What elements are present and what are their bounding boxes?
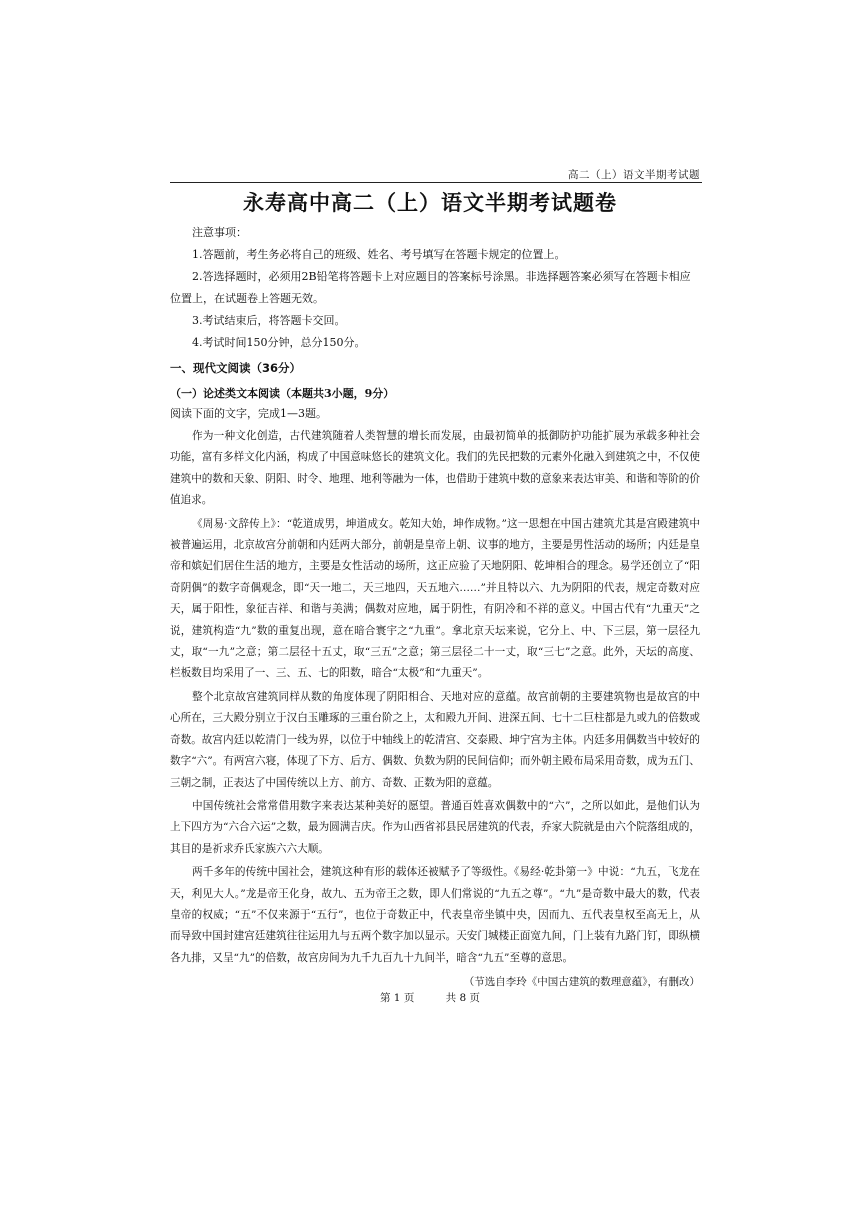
note-item: 2.答选择题时，必须用2B铅笔将答题卡上对应题目的答案标号涂黑。非选择题答案必须写在答题卡相应位置上，在试题卷上答题无效。 xyxy=(170,270,691,305)
source-citation: （节选自李玲《中国古建筑的数理意蕴》，有删改） xyxy=(463,976,700,988)
notes-block xyxy=(170,222,700,354)
subsection-title: （一）论述类文本阅读（本题共3小题，9分） xyxy=(170,387,395,400)
page-title: 永寿高中高二（上）语文半期考试题卷 xyxy=(243,191,617,215)
passage-paragraph: 中国传统社会常常借用数字来表达某种美好的愿望。普通百姓喜欢偶数中的“六”，之所以如此，是他们认为上下四方为“六合六运”之数，最为圆满吉庆。作为山西省祁县民居建筑的代表，乔家大院就是由六个院落组成的，其目的是祈求乔氏家族六六大顺。 xyxy=(170,799,700,855)
reading-passage xyxy=(170,426,700,971)
page-total: 共 8 页 xyxy=(445,992,481,1004)
passage-paragraph: 《周易·文辞传上》：“乾道成男，坤道成女。乾知大始，坤作成物。”这一思想在中国古建筑尤其是宫殿建筑中被普遍运用，北京故宫分前朝和内廷两大部分，前朝是皇帝上朝、议事的地方，主要是男性活动的场所；内廷是皇帝和嫔妃们居住生活的地方，主要是女性活动的场所，这正应验了天地阴阳、乾坤相合的理念。易学还创立了“阳奇阴偶”的数字奇偶观念，即“天一地二，天三地四，天五地六……”并且特以六、九为阴阳的代表，规定奇数对应天，属于阳性，象征吉祥、和谐与美满；偶数对应地，属于阴性，有阴冷和不祥的意义。中国古代有“九重天”之说，建筑构造“九”数的重复出现，意在暗合寰宇之“九重”。拿北京天坛来说，它分上、中、下三层，第一层径九丈，取“一九”之意；第二层径十五丈，取“三五”之意；第三层径二十一丈，取“三七”之意。此外，天坛的高度、栏板数目均采用了一、三、五、七的阳数，暗合“太极”和“九重天”。 xyxy=(170,517,700,680)
note-item: 3.考试结束后，将答题卡交回。 xyxy=(192,314,346,327)
passage-paragraph: 两千多年的传统中国社会，建筑这种有形的载体还被赋予了等级性。《易经·乾卦第一》中说：“九五，飞龙在天，利见大人。”龙是帝王化身，故九、五为帝王之数，即人们常说的“九五之尊”。“九”是奇数中最大的数，代表皇帝的权威；“五”不仅来源于“五行”，也位于奇数正中，代表皇帝坐镇中央，因而九、五代表皇权至高无上，从而导致中国封建宫廷建筑往往运用九与五两个数字加以显示。天安门城楼正面宽九间，门上装有九路门钉，即纵横各九排，又呈“九”的倍数，故宫房间为九千九百九十九间半，暗含“九五”至尊的意思。 xyxy=(170,866,700,964)
header-rule xyxy=(170,182,702,183)
page-number: 第 1 页 xyxy=(379,992,415,1004)
note-item: 1.答题前，考生务必将自己的班级、姓名、考号填写在答题卡规定的位置上。 xyxy=(192,248,566,261)
running-head: 高二（上）语文半期考试题 xyxy=(568,169,700,181)
note-item: 4.考试时间150分钟，总分150分。 xyxy=(192,336,366,349)
section-title: 一、现代文阅读（36分） xyxy=(170,361,302,375)
passage-paragraph: 作为一种文化创造，古代建筑随着人类智慧的增长而发展，由最初简单的抵御防护功能扩展为承载多种社会功能，富有多样文化内涵，构成了中国意味悠长的建筑文化。我们的先民把数的元素外化融入到建筑之中，不仅使建筑中的数和天象、阴阳、时令、地理、地利等融为一体，也借助于建筑中数的意象来表达审美、和谐和等阶的价值追求。 xyxy=(170,430,700,507)
passage-paragraph: 整个北京故宫建筑同样从数的角度体现了阴阳相合、天地对应的意蕴。故宫前朝的主要建筑物也是故宫的中心所在，三大殿分别立于汉白玉雕琢的三重台阶之上，太和殿九开间、进深五间、七十二巨柱都是九或九的倍数或奇数。故宫内廷以乾清门一线为界，以位于中轴线上的乾清宫、交泰殿、坤宁宫为主体。内廷多用偶数当中较好的数字“六”。有两宫六寝，体现了下方、后方、偶数、负数为阴的民间信仰；而外朝主殿布局采用奇数，成为五门、三朝之制，正表达了中国传统以上方、前方、奇数、正数为阳的意蕴。 xyxy=(170,690,700,789)
page-footer xyxy=(0,990,860,1005)
reading-instruction: 阅读下面的文字，完成1—3题。 xyxy=(170,407,327,420)
notes-label: 注意事项： xyxy=(192,226,247,239)
